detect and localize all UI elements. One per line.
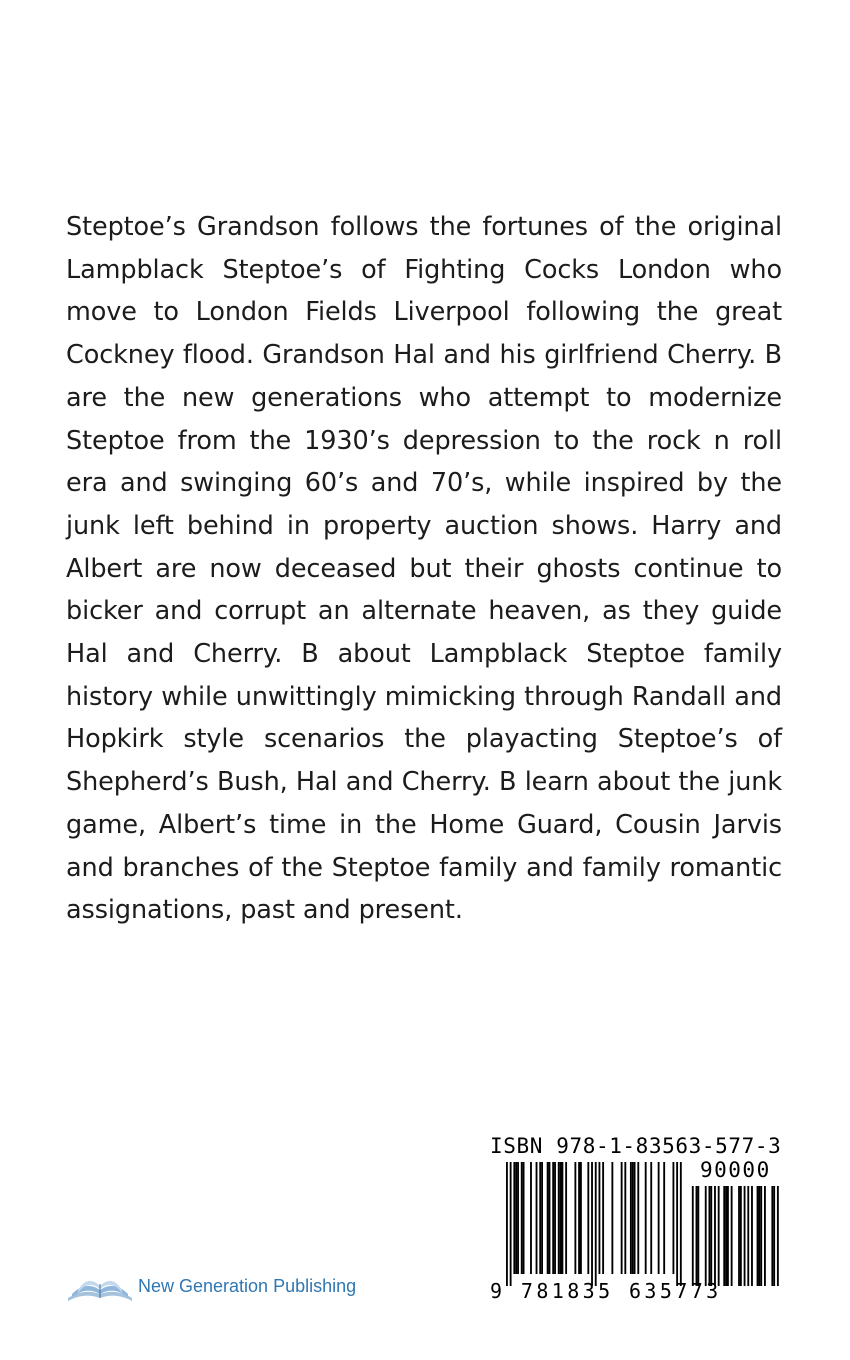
barcode-bar [758, 1186, 760, 1286]
price-code: 90000 [700, 1158, 771, 1182]
barcode-bar [663, 1162, 665, 1274]
isbn-barcode [490, 1134, 788, 1310]
barcode-bar [554, 1162, 556, 1274]
barcode-bar [709, 1186, 711, 1286]
barcode-bar [658, 1162, 660, 1274]
barcode-bar [521, 1162, 523, 1274]
barcode-bar [760, 1186, 762, 1286]
barcode-bar [680, 1162, 682, 1286]
barcode-bar [773, 1186, 775, 1286]
barcode-bar [587, 1162, 589, 1274]
barcode-bar [634, 1162, 636, 1274]
barcode-bar [725, 1186, 727, 1286]
barcode-bar [757, 1186, 759, 1286]
barcode-bar [740, 1186, 742, 1286]
isbn-label: ISBN 978-1-83563-577-3 [490, 1134, 782, 1158]
barcode-bar [574, 1162, 576, 1274]
barcode-bar [751, 1186, 753, 1286]
barcode-bar [517, 1162, 519, 1274]
barcode-bar [565, 1162, 567, 1274]
open-book-icon [66, 1268, 134, 1304]
barcode-bar [637, 1162, 639, 1274]
barcode-bar [723, 1186, 725, 1286]
barcode-bar [506, 1162, 508, 1286]
barcode-bar [676, 1162, 678, 1286]
barcode-bar [727, 1186, 729, 1286]
barcode-bar [562, 1162, 564, 1274]
barcode-bar [549, 1162, 551, 1274]
barcode-bar [515, 1162, 517, 1274]
barcode-bar [705, 1186, 707, 1286]
barcode-bar [621, 1162, 623, 1274]
barcode-bar [578, 1162, 580, 1274]
barcode-bar [602, 1162, 604, 1274]
barcode-bar [591, 1162, 593, 1286]
barcode-bar [650, 1162, 652, 1274]
barcode-bar [599, 1162, 601, 1274]
barcode-bar [558, 1162, 560, 1274]
barcode-bar [714, 1186, 716, 1286]
barcode-bar [632, 1162, 634, 1274]
barcode-bar [692, 1186, 694, 1286]
barcode-bar [560, 1162, 562, 1274]
barcode-bar [718, 1186, 720, 1286]
barcode-bar [547, 1162, 549, 1274]
barcode-bar [536, 1162, 538, 1274]
barcode-bar [523, 1162, 525, 1274]
publisher-logo [66, 1268, 356, 1304]
barcode-bar [673, 1162, 675, 1274]
barcode-bar [738, 1186, 740, 1286]
barcode-bar [630, 1162, 632, 1274]
barcode-bar [764, 1186, 766, 1286]
barcode-bar [530, 1162, 532, 1274]
barcode-bar [771, 1186, 773, 1286]
barcode-bar [580, 1162, 582, 1274]
barcode-bar [513, 1162, 515, 1274]
barcode-bar [645, 1162, 647, 1274]
ean-digits: 9 781835 635773 [490, 1279, 722, 1303]
publisher-name: New Generation Publishing [138, 1275, 357, 1296]
barcode-bar [595, 1162, 597, 1286]
barcode-bar [744, 1186, 746, 1286]
barcode-bar [747, 1186, 749, 1286]
barcode-bar [777, 1186, 779, 1286]
barcode-bar [510, 1162, 512, 1286]
barcode-bar [611, 1162, 613, 1274]
barcode-bar [697, 1186, 699, 1286]
barcode-bar [696, 1186, 698, 1286]
barcode-bar [624, 1162, 626, 1274]
back-cover-blurb: Steptoe’s Grandson follows the fortunes of the original Lampblack Steptoe’s of Fighting Cocks London who move to London Fields Liverpool following the great Cockney flood. Grandson Hal and his girlfriend Cherry. B are the new generations who attempt to modernize Steptoe from the 1930’s depression to the rock n roll era and swinging 60’s and 70’s, while inspired by the junk left behind in property auction shows. Harry and Albert are now deceased but their ghosts continue to bicker and corrupt an alternate heaven, as they guide Hal and Cherry. B about Lampblack Steptoe family history while unwittingly mimicking through Randall and Hopkirk style scenarios the playacting Steptoe’s of Shepherd’s Bush, Hal and Cherry. B learn about the junk game, Albert’s time in the Home Guard, Cousin Jarvis and branches of the Steptoe family and family romantic assignations, past and present. [66, 212, 782, 926]
barcode-bar [710, 1186, 712, 1286]
barcode-bar [731, 1186, 733, 1286]
barcode-bar [541, 1162, 543, 1274]
barcode-bar [539, 1162, 541, 1274]
barcode-bar [552, 1162, 554, 1274]
